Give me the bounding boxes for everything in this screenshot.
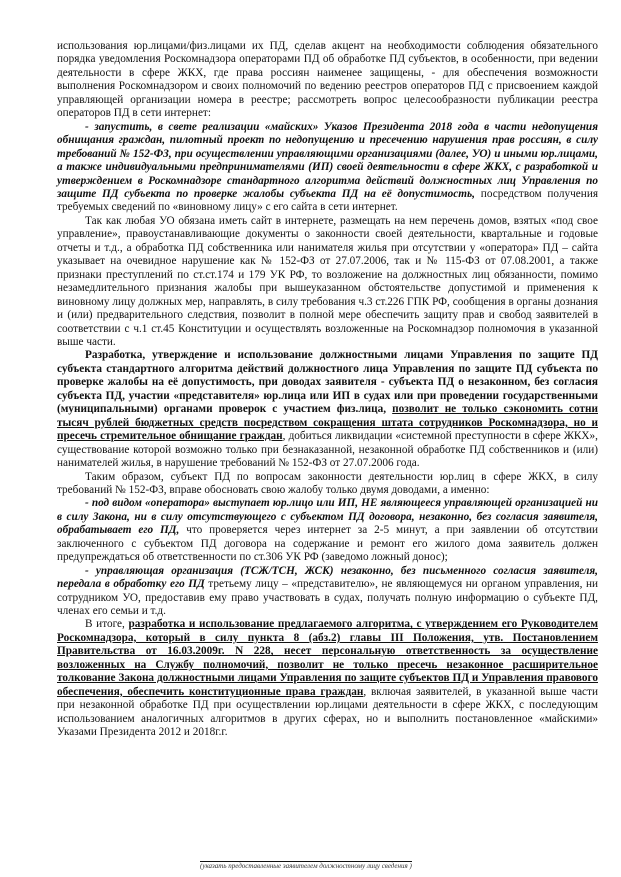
paragraph-2-text: посредством получения требуемых сведений по «виновному лицу» с его сайта в сети интернет. bbox=[57, 187, 599, 214]
paragraph-5: Таким образом, субъект ПД по вопросам законности деятельности юр.лиц в сфере ЖКХ, в силу требований № 152-ФЗ, вправе обосновать свою жалобу только двумя доводами, а именно: bbox=[57, 470, 598, 496]
footnote-caption: (указать предоставленные заявителем должностному лицу сведения ) bbox=[200, 862, 412, 870]
document-body bbox=[57, 40, 598, 740]
paragraph-7-text: третьему лицу – «представителю», не являющемуся ни органом управления, ни сотрудником УО, предоставив ему право участвовать в судах, получать полную информацию о субъекте ПД, членах его семьи и т.д. bbox=[57, 578, 598, 618]
paragraph-8-lead: В итоге, bbox=[85, 618, 125, 631]
paragraph-8-text: , включая заявителей, в указанной выше части при незаконной обработке ПД при осуществлении юр.лицами деятельности в сфере ЖКХ, с последующим использованием аналогичных алгоритмов в других сферах, но и выполнить постановленное «майскими» Указами Президента 2012 и 2018г.г. bbox=[57, 685, 598, 739]
paragraph-1: использования юр.лицами/физ.лицами их ПД, сделав акцент на необходимости соблюдения обязательного порядка уведомления Роскомнадзора операторами ПД об обработке ПД субъектов, в особенности, при ведении деятельности в сфере ЖКХ, где права россиян наименее защищены, - для обеспечения возможности выполнения Роскомнадзором и своих полномочий по ведению реестров операторов ПД с присвоением каждой управляющей организации номера в реестре; рассмотреть вопрос целесообразности публикации реестра операторов ПД в сети интернет: bbox=[57, 40, 598, 120]
paragraph-6 bbox=[57, 497, 598, 564]
paragraph-2-emphasis: - запустить, в свете реализации «майских» Указов Президента 2018 года в части недопущения обнищания граждан, пилотный проект по недопущению и пресечению нарушения прав россиян, в силу требований № 152-ФЗ, при осуществлении управляющими организациями (далее, УО) и иными юр.лицами, а также индивидуальными предпринимателями (ИП) своей деятельности в сфере ЖКХ, с разработкой и утверждением в Роскомнадзоре стандартного алгоритма действий должностных лиц Управления по защите ПД субъекта по проверке жалобы субъекта ПД на её допустимость, bbox=[57, 120, 598, 200]
paragraph-6-text: что проверяется через интернет за 2-5 минут, а при заявлении об отсутствии заключенного с субъектом ПД договора на содержание и ремонт его жилого дома заявитель должен предупреждаться об ответственности по ст.306 УК РФ (заведомо ложный донос); bbox=[57, 524, 598, 564]
paragraph-4-text: , добиться ликвидации «системной преступности в сфере ЖКХ», существование которой возможно только при безнаказанной, незаконной обработке ПД собственников и (или) нанимателей жилья, в нарушение требований № 152-ФЗ от 27.07.2006 года. bbox=[57, 430, 598, 470]
paragraph-4-bold-underlined: позволит не только сэкономить сотни тысяч рублей бюджетных средств посредством сокращения штата сотрудников Роскомнадзора, но и пресечь стремительное обнищание граждан bbox=[57, 403, 598, 443]
paragraph-8-bold-underlined: разработка и использование предлагаемого алгоритма, с утверждением его Руководителем Роскомнадзора, который в силу пункта 8 (абз.2) главы III Положения, утв. Постановлением Правительства от 16.03.2009г. N 228, несет персональную ответственность за осуществление возложенных на Службу полномочий, позволит не только пресечь незаконное расширительное толкование Закона должностными лицами Управления по защите субъектов ПД и Управления правового обеспечения, обеспечить конституционные права граждан bbox=[57, 618, 598, 698]
paragraph-8 bbox=[57, 618, 598, 739]
paragraph-7-emphasis: - управляющая организация (ТСЖ/ТСН, ЖСК) незаконно, без письменного согласия заявителя, передала в обработку его ПД bbox=[57, 564, 598, 591]
paragraph-2 bbox=[57, 121, 598, 215]
paragraph-7 bbox=[57, 565, 598, 619]
paragraph-4-bold: Разработка, утверждение и использование должностными лицами Управления по защите ПД субъекта стандартного алгоритма действий должностного лица Управления по защите ПД субъекта по проверке жалобы на её допустимость, при доводах заявителя - субъекта ПД о незаконном, без согласия субъекта ПД, участии «представителя» юр.лица или ИП в судах или при проведении государственными (муниципальными) органами проверок с участием физ.лица, bbox=[57, 349, 598, 416]
paragraph-4 bbox=[57, 349, 598, 470]
paragraph-6-emphasis: - под видом «оператора» выступает юр.лицо или ИП, НЕ являющееся управляющей организацией ни в силу Закона, ни в силу отсутствующего с субъектом ПД договора, незаконно, без согласия заявителя, обрабатывает его ПД, bbox=[57, 497, 598, 537]
paragraph-3: Так как любая УО обязана иметь сайт в интернете, размещать на нем перечень домов, взятых «под свое управление», правоустанавливающие документы о законности своей деятельности, квартальные и годовые отчеты и т.д., а обработка ПД собственника или нанимателя жилья при отсутствии у «оператора» ПД – сайта указывает на очевидное нарушение как № 152-ФЗ от 27.07.2006, так и № 115-ФЗ от 07.08.2001, а также признаки преступлений по ст.ст.174 и 179 УК РФ, то возложение на должностных лиц обязанности, помимо незамедлительного признания жалобы при вышеуказанном обстоятельстве допустимой и применения к виновному лицу должных мер, направлять, в силу требования ч.3 ст.226 ГПК РФ, сообщения в органы дознания и (или) предварительного следствия, позволит в полной мере обеспечить защиту прав и свобод заявителей в соответствии с ч.1 ст.45 Конституции и осуществлять возложенные на Роскомнадзор полномочия в указанной выше части. bbox=[57, 214, 598, 348]
